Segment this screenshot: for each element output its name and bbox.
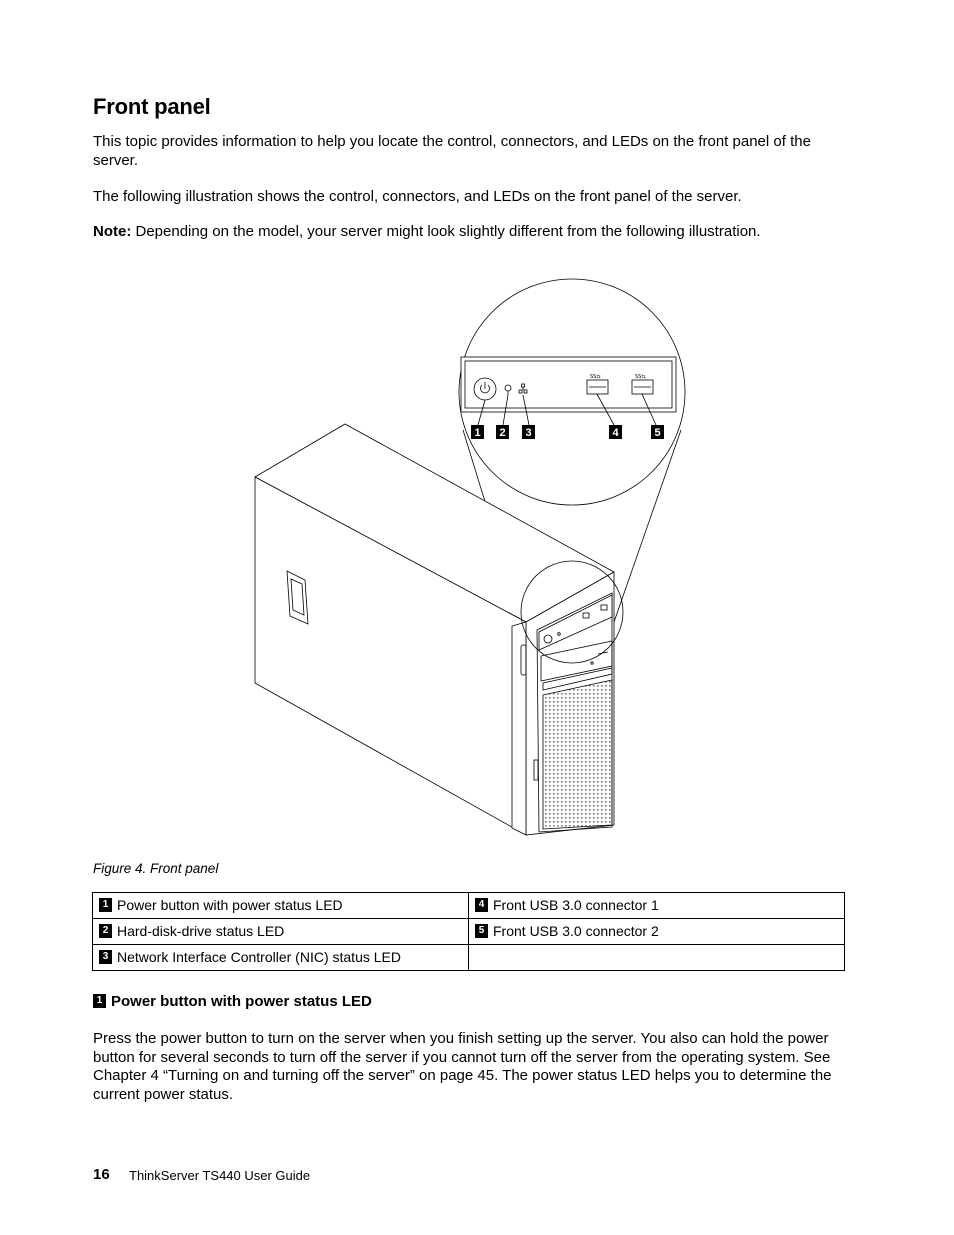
- legend-table: [92, 892, 845, 971]
- callout-5: 5: [654, 427, 661, 439]
- callout-badge: 4: [475, 898, 488, 912]
- note-label: Note:: [93, 223, 132, 240]
- legend-label: Hard-disk-drive status LED: [117, 922, 285, 939]
- server-tower-drawing: [255, 424, 623, 835]
- legend-cell: [469, 893, 845, 919]
- zoomed-front-panel: [461, 357, 676, 425]
- section-body: Press the power button to turn on the server when you finish setting up the server. You also can hold the power button for several seconds to turn off the server if you cannot turn off the server from the operating system. See Chapter 4 “Turning on and turning off the server” on page 45. The power status LED helps you to determine the current power status.: [93, 1030, 832, 1103]
- callout-3: 3: [525, 427, 532, 439]
- legend-label: Front USB 3.0 connector 1: [493, 896, 659, 913]
- illustration-intro-paragraph: The following illustration shows the control, connectors, and LEDs on the front panel of the server.: [93, 188, 742, 205]
- page-number: 16: [93, 1166, 110, 1183]
- legend-cell: [93, 919, 469, 945]
- legend-label: Front USB 3.0 connector 2: [493, 922, 659, 939]
- callout-badge: 5: [475, 924, 488, 938]
- table-row: [93, 893, 845, 919]
- callout-badge: 3: [99, 950, 112, 964]
- svg-text:SS⇆: SS⇆: [590, 374, 601, 380]
- callout-1: 1: [474, 427, 481, 439]
- callout-badge: 2: [99, 924, 112, 938]
- svg-text:SS⇆: SS⇆: [635, 374, 646, 380]
- intro-paragraph: This topic provides information to help you locate the control, connectors, and LEDs on the front panel of the server.: [93, 133, 811, 169]
- section-heading: [93, 993, 372, 1010]
- figure-caption: Figure 4. Front panel: [93, 861, 219, 876]
- callout-4: 4: [612, 427, 619, 439]
- table-row: [93, 919, 845, 945]
- legend-cell: [93, 945, 469, 971]
- legend-cell-empty: [469, 945, 845, 971]
- callout-badge: 1: [93, 994, 106, 1008]
- legend-cell: [93, 893, 469, 919]
- table-row: [93, 945, 845, 971]
- section-heading-text: Power button with power status LED: [111, 993, 372, 1010]
- legend-label: Power button with power status LED: [117, 896, 343, 913]
- callout-2: 2: [499, 427, 506, 439]
- legend-cell: [469, 919, 845, 945]
- footer-doc-title: ThinkServer TS440 User Guide: [129, 1168, 311, 1183]
- callout-badge: 1: [99, 898, 112, 912]
- note-text: Depending on the model, your server might look slightly different from the following illustration.: [135, 223, 761, 240]
- legend-label: Network Interface Controller (NIC) status LED: [117, 948, 401, 965]
- page-title: Front panel: [93, 94, 211, 119]
